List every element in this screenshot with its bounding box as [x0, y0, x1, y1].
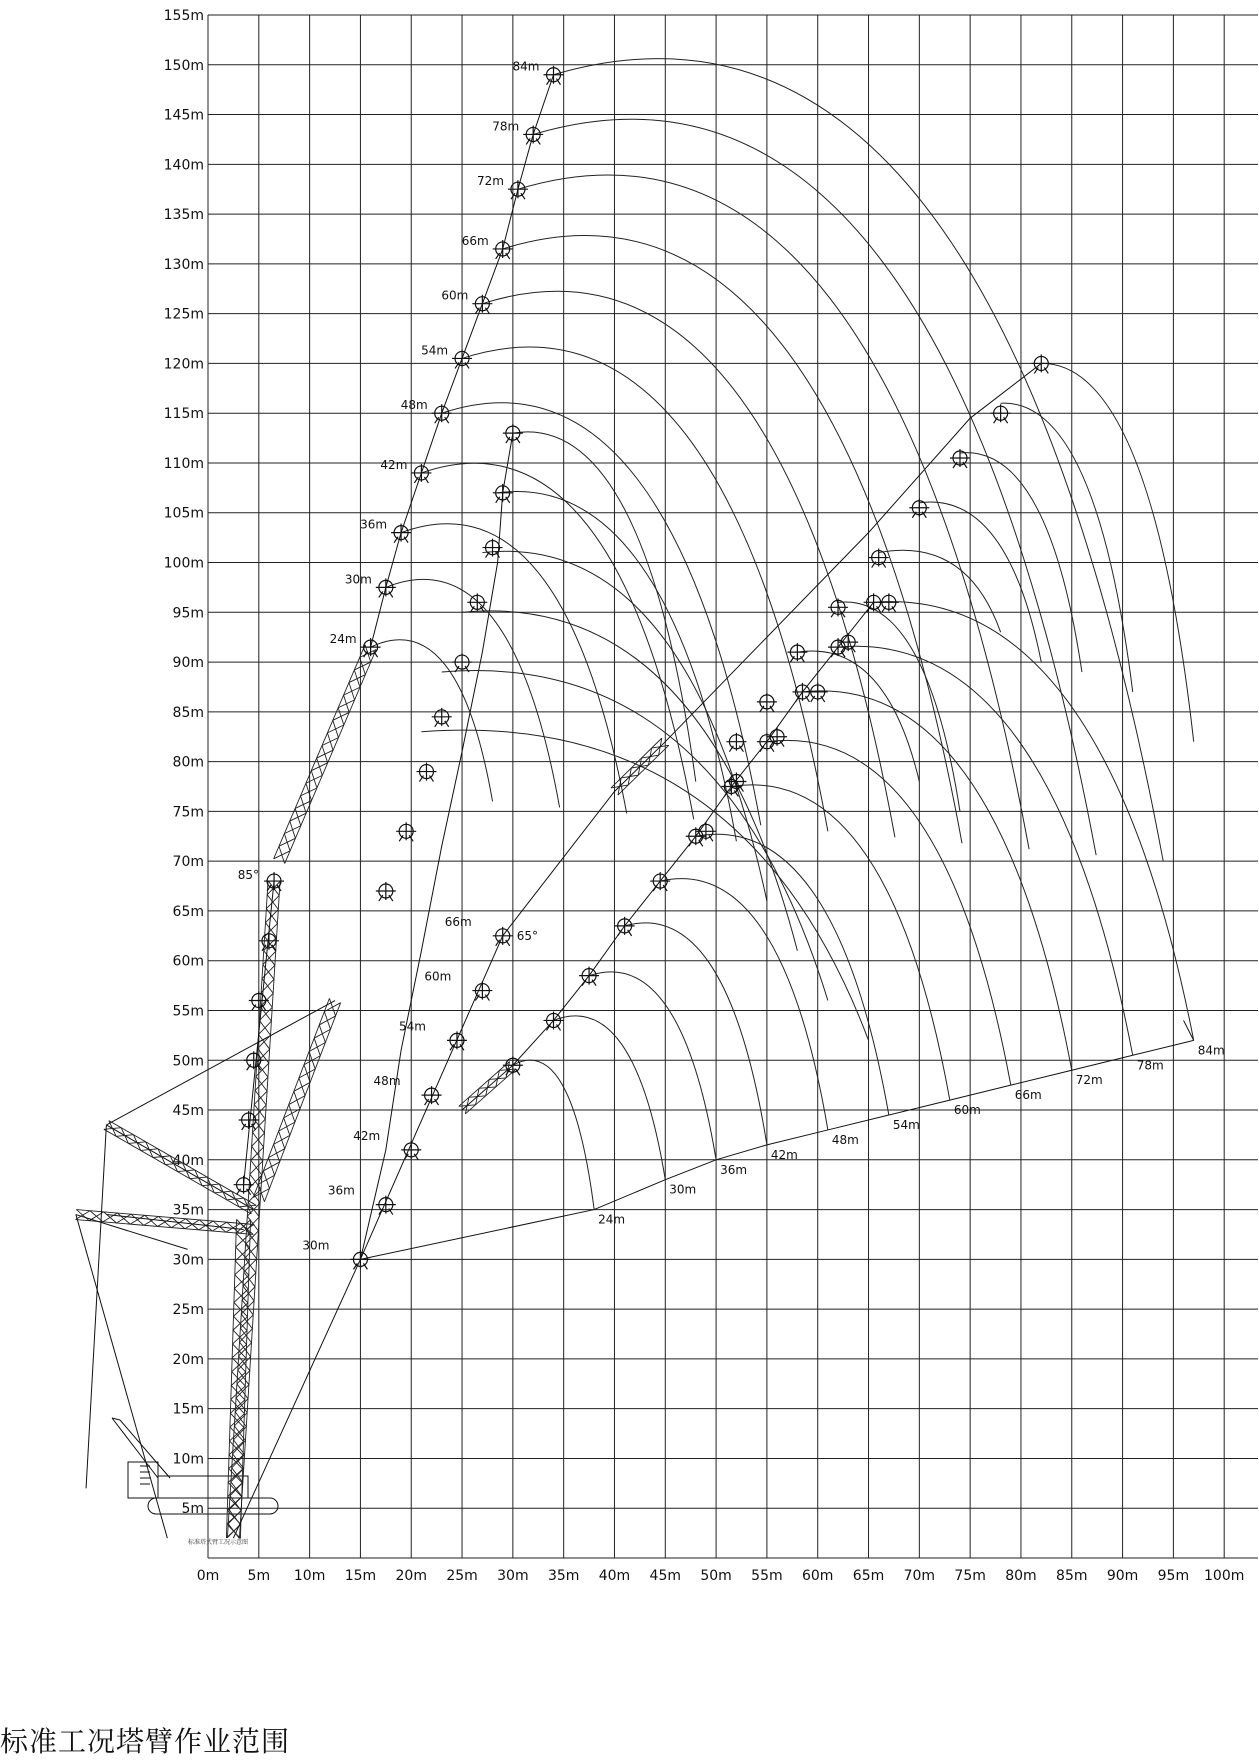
y-tick-label: 30m	[172, 1252, 204, 1269]
intermediate-head-marker	[503, 424, 523, 443]
upright-jib-length-label: 78m	[492, 119, 520, 134]
upright-jib-tip-marker	[361, 638, 381, 657]
upright-jib-length-label: 66m	[461, 233, 489, 248]
low-jib-tip-marker	[650, 872, 670, 891]
upright-jib-tip-marker	[391, 524, 411, 543]
boom-heads	[234, 66, 1052, 1270]
x-tick-label: 30m	[497, 1568, 529, 1584]
upright-jib-length-label: 42m	[380, 457, 408, 472]
mid-envelope-curve	[482, 551, 767, 901]
intermediate-head-marker	[879, 593, 899, 612]
upright-jib-length-label: 60m	[441, 288, 469, 303]
upright-jib-tip-marker	[432, 404, 452, 423]
y-tick-label: 25m	[172, 1302, 204, 1319]
upright-jib-length-label: 48m	[400, 398, 428, 413]
envelope-end-label: 72m	[1075, 1073, 1103, 1088]
upright-jib-length-label: 30m	[344, 572, 372, 587]
upright-jib-tip-marker	[493, 240, 513, 259]
pendant-line-3	[76, 1215, 188, 1250]
main-boom-length-label: 42m	[353, 1128, 381, 1143]
low-jib-tip-marker	[579, 967, 599, 986]
x-tick-label: 5m	[247, 1568, 271, 1584]
low-jib-tip-marker	[757, 733, 777, 752]
counterweight-plates	[140, 1466, 150, 1484]
upright-envelope-curve	[533, 119, 1096, 855]
y-tick-label: 150m	[163, 57, 204, 74]
y-tick-label: 35m	[172, 1202, 204, 1219]
outer-envelope-curve	[1041, 363, 1193, 741]
low-envelope-curve	[767, 740, 1011, 1085]
upright-boom-head-marker	[264, 872, 284, 891]
main-boom-length-label: 54m	[398, 1019, 426, 1034]
upright-envelope-curve	[462, 347, 828, 831]
upright-jib-tip-marker	[452, 349, 472, 368]
y-tick-label: 145m	[163, 107, 204, 124]
outer-envelope-curve	[838, 602, 960, 811]
y-tick-label: 15m	[172, 1401, 204, 1418]
low-envelope-curve	[513, 1060, 594, 1209]
upright-jib-tip-marker	[376, 578, 396, 597]
x-tick-label: 10m	[293, 1568, 326, 1584]
pendant-line	[76, 1215, 167, 1539]
length-labels	[238, 60, 1225, 1253]
intermediate-head-marker	[767, 728, 787, 747]
main-boom-head-marker	[493, 927, 513, 946]
y-tick-label: 40m	[172, 1152, 204, 1169]
x-tick-label: 45m	[649, 1568, 682, 1584]
x-tick-label: 50m	[700, 1568, 732, 1584]
envelope-curves	[371, 59, 1194, 1210]
envelope-end-label: 60m	[953, 1103, 981, 1118]
low-jib-tip-marker	[686, 827, 706, 846]
y-tick-label: 80m	[172, 754, 204, 771]
y-tick-label: 105m	[163, 505, 204, 522]
intermediate-head-marker	[432, 708, 452, 727]
y-tick-label: 55m	[172, 1003, 204, 1020]
x-tick-label: 25m	[446, 1568, 478, 1584]
x-tick-label: 75m	[954, 1568, 986, 1584]
upright-boom-head-marker	[249, 992, 269, 1011]
main-boom-head-marker	[401, 1141, 421, 1160]
y-tick-label: 140m	[163, 157, 204, 174]
y-tick-label: 20m	[172, 1351, 204, 1368]
intermediate-head-marker	[416, 763, 436, 782]
main-boom-length-label: 60m	[424, 969, 452, 984]
y-tick-label: 45m	[172, 1103, 204, 1120]
mid-envelope-curve	[513, 432, 696, 782]
low-envelope-curve	[802, 691, 1071, 1070]
low-envelope-curve	[838, 646, 1133, 1055]
y-tick-label: 5m	[181, 1501, 204, 1518]
outer-envelope-curve	[919, 502, 1041, 662]
low-jib-tip-marker	[828, 638, 848, 657]
upright-jib-tip-marker	[523, 125, 543, 144]
upright-jib-length-label: 24m	[329, 632, 357, 647]
y-tick-label: 110m	[163, 455, 204, 472]
low-envelope-curve	[554, 1016, 666, 1180]
y-tick-label: 155m	[163, 8, 204, 24]
mast	[112, 1418, 170, 1478]
y-tick-label: 85m	[172, 704, 204, 721]
backstay-upper	[106, 1125, 253, 1210]
y-tick-label: 10m	[172, 1451, 204, 1468]
mid-envelope-curve	[442, 671, 828, 1001]
intermediate-head-marker	[452, 653, 472, 672]
envelope-end-label: 30m	[669, 1182, 697, 1197]
upright-envelope-curve	[401, 524, 627, 814]
booms	[75, 75, 1193, 1539]
main-boom-length-label: 36m	[327, 1183, 355, 1198]
intermediate-head-marker	[726, 733, 746, 752]
envelope-end-label: 42m	[770, 1147, 798, 1162]
y-tick-label: 130m	[163, 256, 204, 273]
x-tick-label: 100m	[1204, 1568, 1245, 1584]
intermediate-head-marker	[838, 633, 858, 652]
y-tick-label: 60m	[172, 953, 204, 970]
y-tick-label: 50m	[172, 1053, 204, 1070]
intermediate-head-marker	[808, 683, 828, 702]
upright-jib-length-label: 36m	[360, 517, 388, 532]
low-envelope-curve	[660, 879, 828, 1130]
x-tick-label: 70m	[903, 1568, 936, 1584]
intermediate-head-marker	[909, 499, 929, 518]
main-boom-length-label: 30m	[302, 1238, 330, 1253]
low-jib-tip-marker	[615, 917, 635, 936]
x-tick-label: 65m	[852, 1568, 885, 1584]
x-tick-label: 15m	[344, 1568, 377, 1584]
boom-line-65	[233, 1259, 360, 1538]
intermediate-head-marker	[787, 643, 807, 662]
y-tick-label: 125m	[163, 306, 204, 323]
drawing-note: 标准塔式臂工况示意图	[188, 1539, 249, 1546]
intermediate-head-marker	[396, 822, 416, 841]
low-jib-tip-marker	[503, 1056, 523, 1075]
angle-label-65: 65°	[516, 928, 538, 943]
counterweight	[128, 1462, 158, 1498]
intermediate-head-marker	[696, 822, 716, 841]
x-tick-label: 40m	[598, 1568, 631, 1584]
low-envelope-curve	[589, 972, 716, 1160]
envelope-end-label: 24m	[598, 1212, 626, 1227]
upright-jib-tip-marker	[411, 464, 431, 483]
upright-jib-tip-marker	[508, 180, 528, 199]
intermediate-head-marker	[376, 882, 396, 901]
upright-jib-length-label: 84m	[512, 59, 540, 74]
y-tick-label: 90m	[172, 655, 204, 672]
x-tick-label: 55m	[751, 1568, 783, 1584]
envelope-end-label: 84m	[1197, 1043, 1225, 1058]
low-envelope-curve	[625, 923, 767, 1145]
upright-jib-length-label: 72m	[476, 174, 504, 189]
pendant-line-2	[86, 1125, 106, 1488]
upright-jib-tip-marker	[544, 66, 564, 85]
x-tick-label: 20m	[395, 1568, 427, 1584]
y-tick-label: 65m	[172, 903, 204, 920]
upright-envelope-curve	[503, 236, 962, 844]
y-tick-label: 100m	[163, 555, 204, 572]
intermediate-head-marker	[1031, 354, 1051, 373]
x-tick-label: 85m	[1056, 1568, 1088, 1584]
y-tick-label: 115m	[163, 406, 204, 423]
main-boom-length-label: 66m	[444, 914, 472, 929]
upright-boom-head-marker	[239, 1111, 259, 1130]
envelope-end-label: 54m	[892, 1118, 920, 1133]
x-tick-label: 90m	[1106, 1568, 1139, 1584]
low-jib-tip-line	[462, 602, 874, 1110]
x-tick-label: 80m	[1005, 1568, 1037, 1584]
upright-envelope-curve	[386, 579, 560, 807]
main-boom-head-marker	[350, 1250, 370, 1269]
low-envelope-curve	[696, 834, 889, 1115]
intermediate-head-marker	[950, 449, 970, 468]
upright-envelope-curve	[482, 291, 895, 837]
y-tick-label: 95m	[172, 605, 204, 622]
intermediate-head-marker	[493, 484, 513, 503]
y-tick-label: 70m	[172, 854, 204, 871]
mid-jib-line	[360, 433, 512, 1259]
upright-jib-tip-marker	[472, 295, 492, 314]
angle-label-85: 85°	[237, 868, 259, 883]
diagram-caption: 标准工况塔臂作业范围	[0, 1725, 291, 1758]
envelope-end-label: 66m	[1014, 1088, 1042, 1103]
envelope-end-label: 36m	[720, 1162, 748, 1177]
intermediate-head-marker	[991, 404, 1011, 423]
envelope-end-label: 48m	[831, 1132, 859, 1147]
main-boom-head-marker	[447, 1031, 467, 1050]
intermediate-head-marker	[828, 598, 848, 617]
y-tick-label: 135m	[163, 207, 204, 224]
main-boom-head-marker	[422, 1086, 442, 1105]
x-tick-label: 60m	[801, 1568, 834, 1584]
upright-jib-length-label: 54m	[421, 343, 449, 358]
main-boom-head-marker	[376, 1196, 396, 1215]
y-tick-label: 75m	[172, 804, 204, 821]
axis-labels	[164, 8, 1245, 1584]
x-tick-label: 95m	[1157, 1568, 1190, 1584]
intermediate-head-marker	[757, 693, 777, 712]
main-boom-length-label: 48m	[373, 1074, 401, 1089]
upright-boom-head-marker	[234, 1176, 254, 1195]
x-tick-label: 35m	[547, 1568, 580, 1584]
strut-jib-lower	[75, 1210, 254, 1235]
envelope-end-label: 78m	[1136, 1058, 1164, 1073]
x-tick-label: 0m	[196, 1568, 220, 1584]
y-tick-label: 120m	[163, 356, 204, 373]
